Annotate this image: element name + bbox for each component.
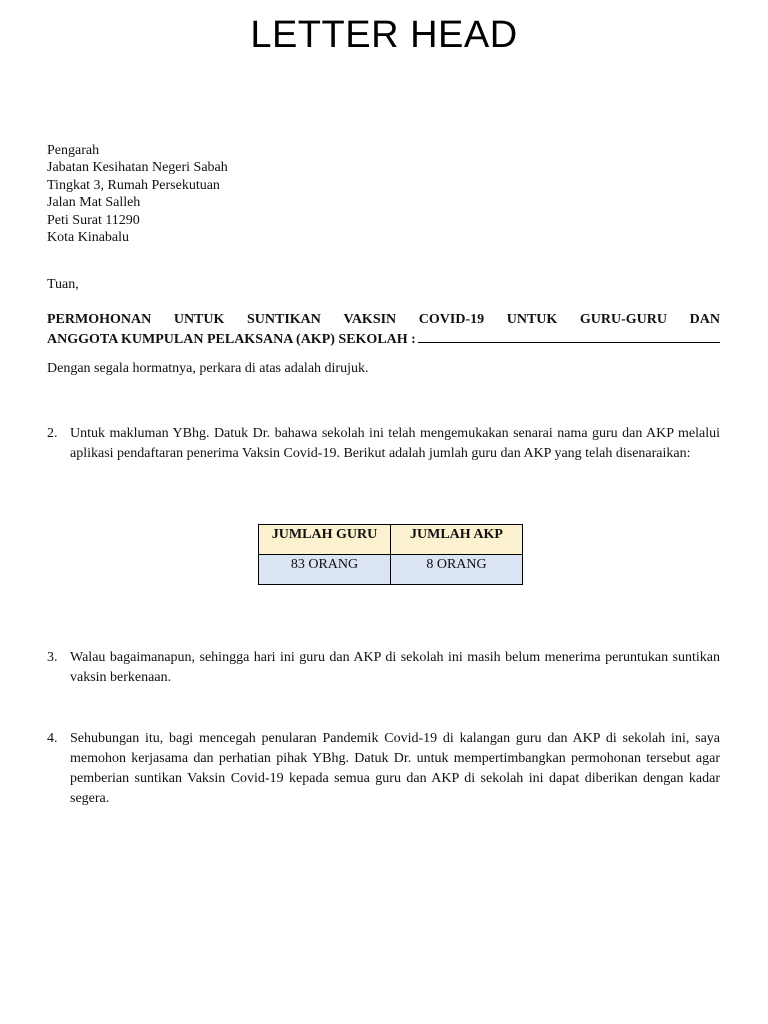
letter-head-title: LETTER HEAD xyxy=(250,14,518,56)
count-table xyxy=(258,524,523,585)
paragraph-2 xyxy=(47,424,720,464)
subject-word: SUNTIKAN xyxy=(247,312,321,327)
paragraph-number: 4. xyxy=(47,731,58,746)
address-line: Pengarah xyxy=(47,143,100,158)
subject-word: PERMOHONAN xyxy=(47,312,152,327)
cell-jumlah-akp: 8 ORANG xyxy=(391,555,523,585)
paragraph-text: Walau bagaimanapun, sehingga hari ini guru dan AKP di sekolah ini masih belum menerima peruntukan suntikan vaksin berkenaan. xyxy=(70,650,720,685)
paragraph-text: Untuk makluman YBhg. Datuk Dr. bahawa sekolah ini telah mengemukakan senarai nama guru dan AKP melalui aplikasi pendaftaran penerima Vaksin Covid-19. Berikut adalah jumlah guru dan AKP yang telah disenaraikan: xyxy=(70,426,720,461)
school-name-blank xyxy=(418,329,720,343)
subject-line-2 xyxy=(47,329,720,349)
paragraph-4 xyxy=(47,729,720,809)
address-line: Peti Surat 11290 xyxy=(47,212,140,228)
subject-heading xyxy=(47,311,720,348)
table-row xyxy=(259,555,523,585)
recipient-address xyxy=(47,142,228,246)
subject-word: COVID-19 xyxy=(418,312,485,327)
address-line: Kota Kinabalu xyxy=(47,230,130,246)
subject-word: UNTUK xyxy=(506,312,558,327)
subject-word: UNTUK xyxy=(173,312,225,327)
subject-word: DAN xyxy=(689,312,720,327)
header-jumlah-guru: JUMLAH GURU xyxy=(259,525,391,555)
table-header-row xyxy=(259,525,523,555)
paragraph-3 xyxy=(47,648,720,688)
salutation: Tuan, xyxy=(47,277,79,292)
intro-text: Dengan segala hormatnya, perkara di atas adalah dirujuk. xyxy=(47,361,369,376)
subject-line-2-text: ANGGOTA KUMPULAN PELAKSANA (AKP) SEKOLAH : xyxy=(47,331,416,347)
subject-word: GURU-GURU xyxy=(579,312,668,327)
address-line: Jabatan Kesihatan Negeri Sabah xyxy=(47,160,228,176)
subject-word: VAKSIN xyxy=(343,312,397,327)
paragraph-number: 3. xyxy=(47,650,58,665)
paragraph-text: Sehubungan itu, bagi mencegah penularan Pandemik Covid-19 di kalangan guru dan AKP di sekolah ini, saya memohon kerjasama dan perhatian pihak YBhg. Datuk Dr. untuk mempertimbangkan permohonan tersebut agar pemberian suntikan Vaksin Covid-19 kepada semua guru dan AKP di sekolah ini dapat diberikan dengan kadar segera. xyxy=(70,731,720,806)
address-line: Jalan Mat Salleh xyxy=(47,195,141,211)
address-line: Tingkat 3, Rumah Persekutuan xyxy=(47,177,220,193)
cell-jumlah-guru: 83 ORANG xyxy=(259,555,391,585)
subject-line-1 xyxy=(47,311,720,329)
paragraph-number: 2. xyxy=(47,426,58,441)
header-jumlah-akp: JUMLAH AKP xyxy=(391,525,523,555)
